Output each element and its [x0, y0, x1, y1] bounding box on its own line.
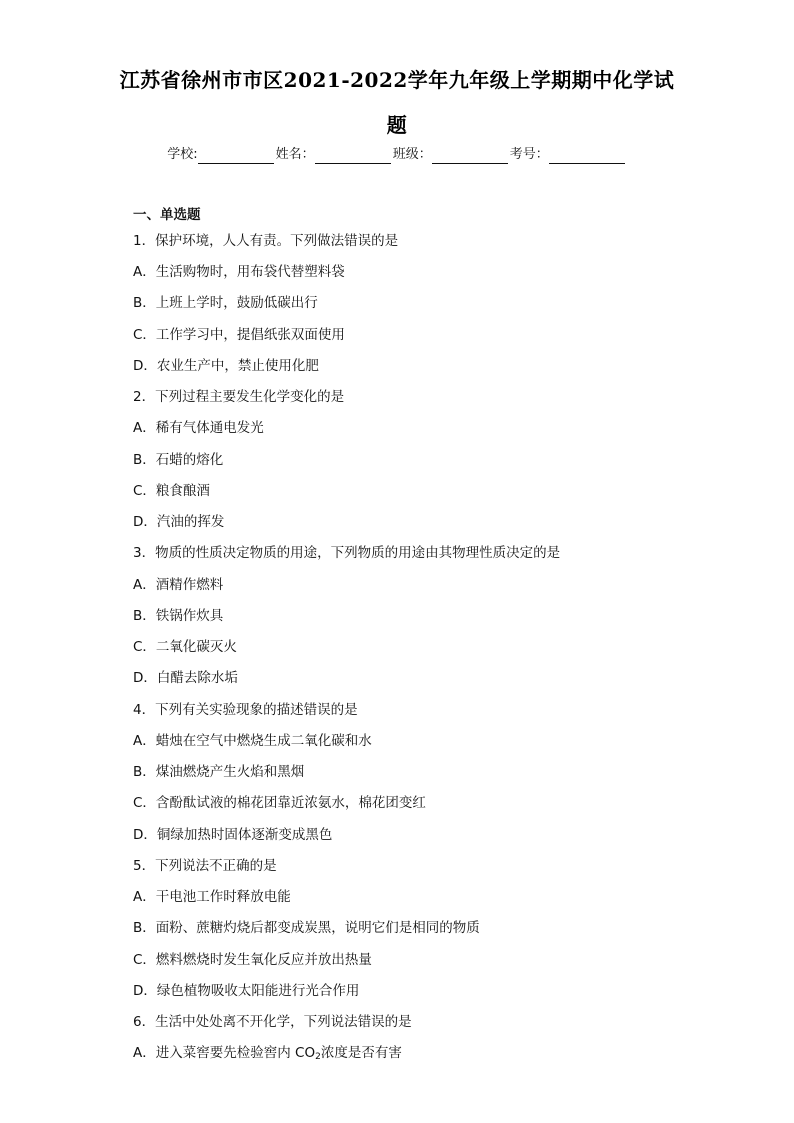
question-option: A．干电池工作时释放电能: [133, 889, 291, 905]
question-option: [133, 1044, 402, 1062]
section-title: 一、单选题: [133, 207, 201, 223]
question-option: C．含酚酞试液的棉花团靠近浓氨水，棉花团变红: [133, 795, 426, 811]
question-option: B．煤油燃烧产生火焰和黑烟: [133, 764, 305, 780]
question-stem: 3．物质的性质决定物质的用途，下列物质的用途由其物理性质决定的是: [133, 545, 561, 561]
exam-number-blank: [549, 149, 625, 164]
class-label: 班级：: [392, 147, 432, 162]
question-option: B．铁锅作炊具: [133, 608, 224, 624]
co2-subscript: 2: [315, 1052, 321, 1062]
question-stem: 1．保护环境，人人有责。下列做法错误的是: [133, 233, 399, 249]
question-option: C．粮食酿酒: [133, 483, 210, 499]
class-blank: [432, 149, 508, 164]
school-blank: [198, 149, 274, 164]
question-option: D．白醋去除水垢: [133, 670, 238, 686]
question-option: A．生活购物时，用布袋代替塑料袋: [133, 264, 345, 280]
school-label: 学校:: [167, 147, 198, 162]
question-stem: 5．下列说法不正确的是: [133, 858, 277, 874]
question-option: A．稀有气体通电发光: [133, 420, 264, 436]
question-option: C．二氧化碳灭火: [133, 639, 237, 655]
name-blank: [315, 149, 391, 164]
question-stem: 4．下列有关实验现象的描述错误的是: [133, 702, 358, 718]
question-option: C．燃料燃烧时发生氧化反应并放出热量: [133, 952, 372, 968]
exam-number-label: 考号：: [509, 147, 549, 162]
question-option: B．上班上学时，鼓励低碳出行: [133, 295, 318, 311]
option-text-after: 浓度是否有害: [320, 1045, 402, 1061]
name-label: 姓名：: [275, 147, 315, 162]
question-option: A．蜡烛在空气中燃烧生成二氧化碳和水: [133, 733, 372, 749]
question-option: A．酒精作燃料: [133, 577, 224, 593]
student-info-row: [0, 146, 794, 164]
exam-title-line-2: 题: [386, 113, 408, 137]
question-option: D．绿色植物吸收太阳能进行光合作用: [133, 983, 360, 999]
question-option: D．铜绿加热时固体逐渐变成黑色: [133, 827, 333, 843]
question-option: B．石蜡的熔化: [133, 452, 224, 468]
question-option: D．汽油的挥发: [133, 514, 225, 530]
exam-title-line-1: 江苏省徐州市市区2021-2022学年九年级上学期期中化学试: [119, 68, 675, 92]
option-text-before: A．进入菜窖要先检验窖内 CO: [133, 1045, 316, 1061]
question-stem: 6．生活中处处离不开化学，下列说法错误的是: [133, 1014, 412, 1030]
question-option: C．工作学习中，提倡纸张双面使用: [133, 327, 345, 343]
question-option: B．面粉、蔗糖灼烧后都变成炭黑，说明它们是相同的物质: [133, 920, 480, 936]
question-option: D．农业生产中，禁止使用化肥: [133, 358, 319, 374]
question-stem: 2．下列过程主要发生化学变化的是: [133, 389, 345, 405]
